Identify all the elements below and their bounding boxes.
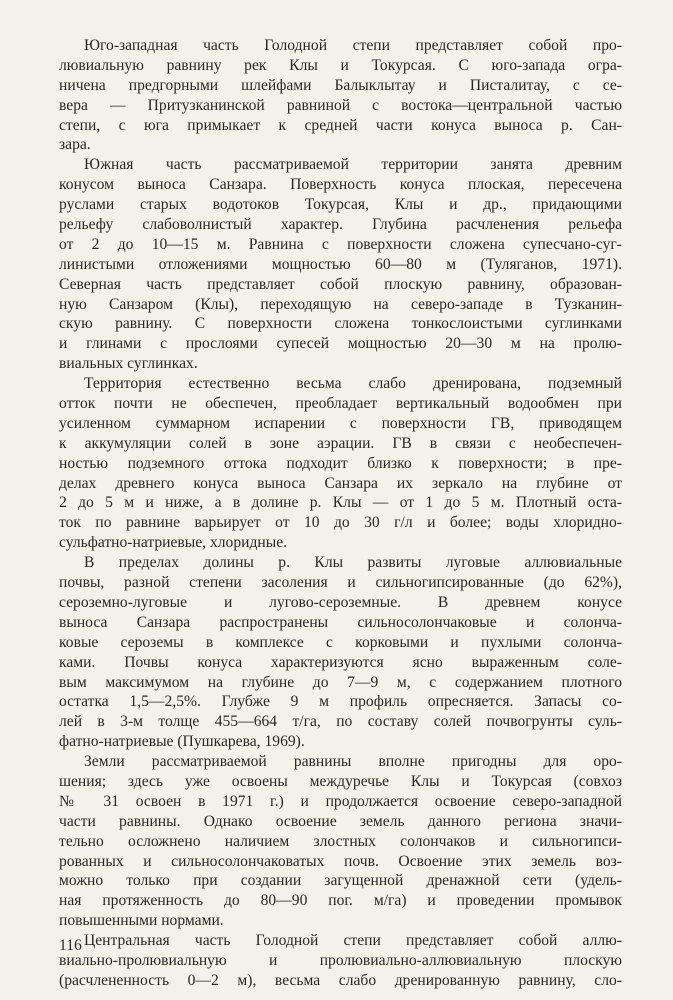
text-line: вера — Притузканинской равниной с востока—центральной частью	[59, 96, 622, 114]
text-line: ную Санзаром (Клы), переходящую на северо-западе в Тузканин-	[59, 295, 622, 313]
text-line: Юго-западная часть Голодной степи представляет собой про-	[84, 37, 622, 54]
page-number: 116	[59, 937, 82, 954]
text-line: зара.	[59, 136, 91, 154]
text-line: усиленном суммарном испарении с поверхности ГВ, приводящем	[59, 414, 622, 432]
text-line: руслами старых водотоков Токурсая, Клы и др., придающими	[59, 196, 622, 214]
text-line: повышенными нормами.	[59, 912, 224, 930]
text-line: (расчлененность 0—2 м), весьма слабо дренированную равнину, сло-	[59, 971, 622, 989]
text-line: отток почти не обеспечен, преобладает вертикальный водообмен при	[59, 395, 622, 413]
text-line: сульфатно-натриевые, хлоридные.	[59, 534, 288, 552]
text-line: ничена предгорными шлейфами Балыклытау и Писталитау, с се-	[59, 76, 622, 94]
text-line: почвы, разной степени засоления и сильногипсированные (до 62%),	[59, 574, 622, 592]
text-line: рованных и сильносолончаковатых почв. Освоение этих земель воз-	[59, 852, 622, 870]
text-line: лей в 3-м толще 455—664 т/га, по составу солей почвогрунты суль-	[59, 713, 622, 731]
text-line: ковые сероземы в комплексе с корковыми и пухлыми солонча-	[59, 633, 622, 651]
text-line: делах древнего конуса выноса Санзара их зеркало на глубине от	[59, 474, 622, 492]
text-line: ками. Почвы конуса характеризуются ясно выраженным соле-	[59, 653, 622, 671]
text-line: Земли рассматриваемой равнины вполне пригодны для оро-	[84, 753, 622, 771]
text-line: сероземно-луговые и лугово-сероземные. В древнем конусе	[59, 593, 622, 611]
text-line: рельефу слабоволнистый характер. Глубина расчленения рельефа	[59, 216, 622, 234]
text-line: к аккумуляции солей в зоне аэрации. ГВ в связи с необеспечен-	[59, 434, 622, 452]
body-text	[59, 36, 622, 991]
text-line: вым максимумом на глубине до 7—9 м, с содержанием плотного	[59, 673, 622, 691]
text-line: Южная часть рассматриваемой территории занята древним	[84, 156, 622, 174]
text-line: части равнины. Однако освоение земель данного региона значи-	[59, 812, 622, 830]
text-line: 2 до 5 м и ниже, а в долине р. Клы — от 1 до 5 м. Плотный оста-	[59, 494, 622, 512]
text-line: виально-пролювиальную и пролювиально-аллювиальную плоскую	[59, 951, 622, 969]
text-line: шения; здесь уже освоены междуречье Клы и Токурсая (совхоз	[59, 772, 622, 790]
text-line: можно только при создании загущенной дренажной сети (удель-	[59, 872, 622, 890]
text-line: тельно осложнено наличием злостных солончаков и сильногипси-	[59, 832, 622, 850]
text-line: Территория естественно весьма слабо дренирована, подземный	[84, 375, 622, 393]
text-line: линистыми отложениями мощностью 60—80 м (Туляганов, 1971).	[59, 255, 622, 273]
text-line: Центральная часть Голодной степи представляет собой аллю-	[84, 932, 622, 950]
text-line: фатно-натриевые (Пушкарева, 1969).	[59, 733, 305, 751]
text-line: № 31 освоен в 1971 г.) и продолжается освоение северо-западной	[59, 792, 622, 810]
text-line: от 2 до 10—15 м. Равнина с поверхности сложена супесчано-суг-	[59, 235, 622, 253]
text-line: степи, с юга примыкает к средней части конуса выноса р. Сан-	[59, 116, 622, 134]
text-line: В пределах долины р. Клы развиты луговые аллювиальные	[84, 554, 622, 572]
text-line: виальных суглинках.	[59, 355, 198, 373]
text-line: Северная часть представляет собой плоскую равнину, образован-	[59, 275, 622, 293]
text-line: конусом выноса Санзара. Поверхность конуса плоская, пересечена	[59, 176, 622, 194]
text-line: ток по равнине варьирует от 10 до 30 г/л и более; воды хлоридно-	[59, 514, 622, 532]
text-line: выноса Санзара распространены сильносолончаковые и солонча-	[59, 613, 622, 631]
text-line: скую равнину. С поверхности сложена тонкослоистыми суглинками	[59, 315, 622, 333]
text-line: лювиальную равнину рек Клы и Токурсая. С юго-запада огра-	[59, 56, 622, 74]
text-line: и глинами с прослоями супесей мощностью 20—30 м на пролю-	[59, 335, 622, 353]
text-line: ностью подземного оттока подходит близко к поверхности; в пре-	[59, 454, 622, 472]
text-line: ная протяженность до 80—90 пог. м/га) и проведении промывок	[59, 892, 622, 910]
text-line: остатка 1,5—2,5%. Глубже 9 м профиль опресняется. Запасы со-	[59, 693, 622, 711]
